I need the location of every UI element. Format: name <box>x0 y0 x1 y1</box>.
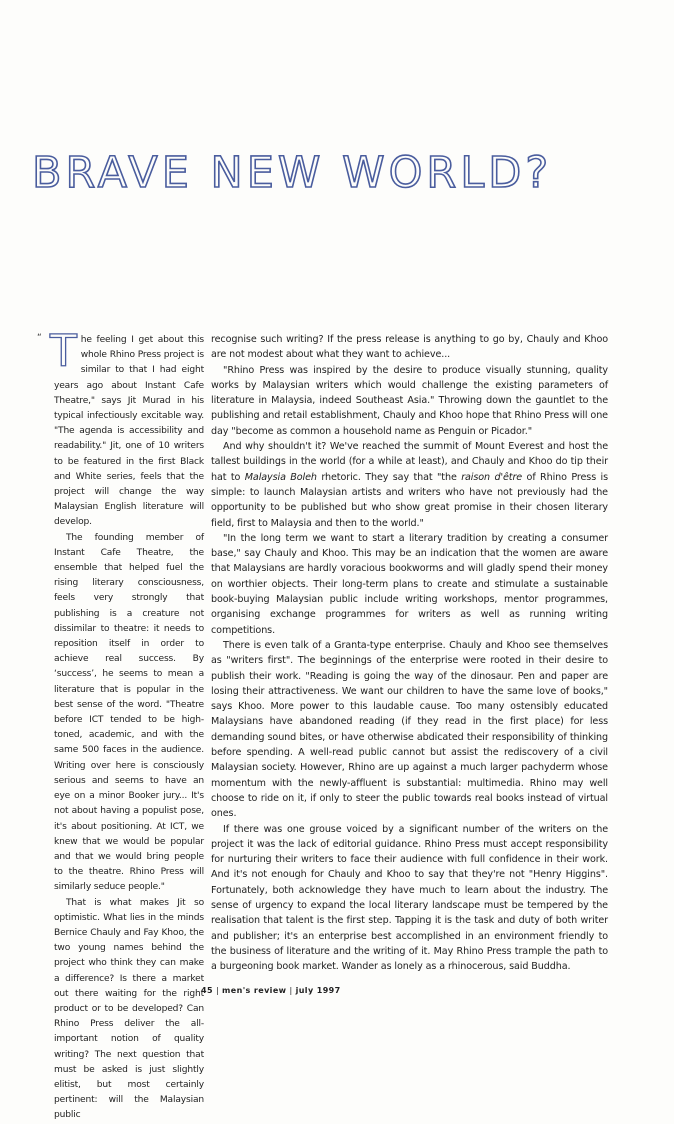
footer-separator: | <box>289 986 293 995</box>
issue-date: july 1997 <box>295 986 341 995</box>
paragraph-text: he feeling I get about this whole Rhino Press project is similar to that I had eight years ago about Instant Cafe Theatre," says Jit Murad in his typical infectiously excitable way. "The agenda is accessibility and readability." Jit, one of 10 writers to be featured in the first Black and White series, feels that the project will change the way Malaysian English literature will develop. <box>54 335 204 528</box>
paragraph: If there was one grouse voiced by a significant number of the writers on the project it was the lack of editorial guidance. Rhino Press must accept responsibility for nurturing their writers to face their audience with full confidence in their work. And it's not enough for Chauly and Khoo to say that they're not "Henry Higgins". Fortunately, both acknowledge they have much to learn about the industry. The sense of urgency to expand the local literary landscape must be tempered by the realisation that talent is the first step. Tapping it is the task and duty of both writer and publisher; it's an enterprise best accomplished in an environment friendly to the business of literature and the writing of it. May Rhino Press trample the path to a burgeoning book market. Wander as lonely as a rhinocerous, said Buddha. <box>211 823 608 973</box>
paragraph: That is what makes Jit so optimistic. What lies in the minds Bernice Chauly and Fay Khoo, the two young names behind the project who think they can make a difference? Is there a market out there waiting for the right product or to be developed? Can Rhino Press deliver the all-important notion of quality writing? The next question that must be asked is just slightly elitist, but most certainly pertinent: will the Malaysian public <box>54 897 204 1121</box>
paragraph: The founding member of Instant Cafe Theatre, the ensemble that helped fuel the rising literary consciousness, feels very strongly that publishing is a creature not dissimilar to theatre: it needs to reposition itself in order to achieve real success. By ‘success’, he seems to mean a literature that is popular in the best sense of the word. "Theatre before ICT tended to be high-toned, academic, and with the same 500 faces in the audience. Writing over here is consciously serious and seems to have an eye on a minor Booker jury... It's not about having a populist pose, it's about positioning. At ICT, we knew that we would be popular and that we would bring people to the theatre. Rhino Press will similarly seduce people." <box>54 532 204 893</box>
right-column <box>211 332 608 974</box>
paragraph-text: And why shouldn't it? We've reached the summit of Mount Everest and host the tallest buildings in the world (for a while at least), and Chauly and Khoo do tip their hat to <box>211 441 608 483</box>
paragraph: recognise such writing? If the press release is anything to go by, Chauly and Khoo are not modest about what they want to achieve... <box>211 334 608 361</box>
paragraph-text: rhetoric. They say that "the <box>316 471 462 483</box>
headline: BRAVE NEW WORLD? <box>32 148 553 198</box>
paragraph: "In the long term we want to start a literary tradition by creating a consumer base," say Chauly and Khoo. This may be an indication that the women are aware that Malaysians are hardly voracious bookworms and will gladly spend their money on worthier objects. Their long-term plans to create and stimulate a sustainable book-buying Malaysian public include writing workshops, mentor programmes, organising exchange programmes for writers as well as running writing competitions. <box>211 532 608 636</box>
page-number: 45 <box>201 986 213 995</box>
footer-separator: | <box>215 986 220 995</box>
drop-cap: T <box>50 326 77 377</box>
page-footer <box>201 986 341 995</box>
italic-phrase: Malaysia Boleh <box>244 471 317 483</box>
opening-quote-mark: “ <box>37 333 42 343</box>
paragraph <box>211 439 608 531</box>
paragraph: There is even talk of a Granta-type enterprise. Chauly and Khoo see themselves as "writers first". The beginnings of the enterprise were rooted in their desire to publish their work. "Reading is going the way of the dinosaur. Pen and paper are losing their attractiveness. We want our children to have the same love of books," says Khoo. More power to this laudable cause. Too many ostensibly educated Malaysians have abandoned reading (if they read in the first place) for less demanding sound bites, or have otherwise abdicated their responsibility of thinking before spending. A well-read public cannot but assist the rediscovery of a civil Malaysian society. However, Rhino are up against a much larger pachyderm whose momentum with the newly-affluent is substantial: multimedia. Rhino may well choose to ride on it, if only to steer the public towards real books instead of virtual ones. <box>211 639 608 820</box>
magazine-name: men's review <box>222 986 287 995</box>
paragraph <box>37 326 204 531</box>
italic-phrase: raison d'être <box>461 471 523 483</box>
paragraph-text: of Rhino Press is simple: to launch Malaysian artists and writers who have not previously had the opportunity to be published but who show great promise in their chosen literary field, first to Malaysia and then to the world." <box>211 471 608 529</box>
paragraph: "Rhino Press was inspired by the desire to produce visually stunning, quality works by Malaysian writers which would challenge the existing parameters of literature in Malaysia, indeed Southeast Asia." Throwing down the gauntlet to the publishing and retail establishment, Chauly and Khoo hope that Rhino Press will one day "become as common a household name as Penguin or Picador." <box>211 364 608 437</box>
left-column <box>37 326 204 1124</box>
